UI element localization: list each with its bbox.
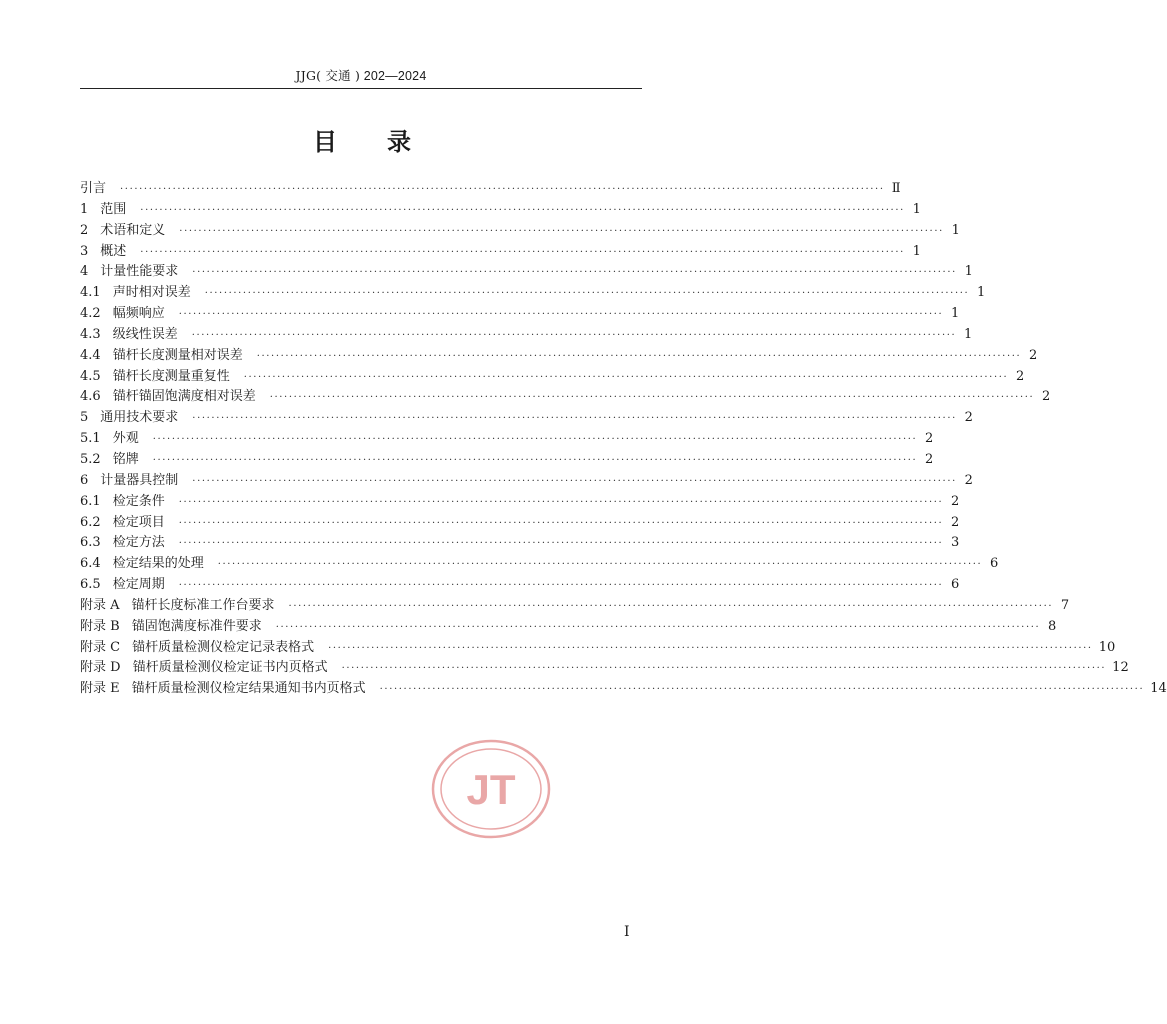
toc-leader-dots: ································································································································································ (140, 204, 905, 216)
toc-leader-dots: ································································································································································ (217, 559, 983, 571)
toc-entry[interactable] (80, 219, 960, 240)
toc-page-number: 1 (977, 285, 986, 301)
toc-entry[interactable] (80, 552, 999, 573)
toc-leader-dots: ································································································································································ (178, 580, 944, 592)
toc-page-number: 3 (951, 535, 960, 551)
toc-entry-title: 计量器具控制 (100, 472, 179, 488)
toc-leader-dots: ································································································································································ (120, 184, 885, 195)
toc-entry[interactable] (80, 260, 973, 281)
toc-entry[interactable] (80, 531, 960, 552)
toc-entry-title: 锚杆质量检测仪检定证书内页格式 (132, 660, 328, 676)
toc-entry-number: 附录 A (80, 597, 120, 613)
toc-entry-title: 幅频响应 (112, 306, 165, 322)
running-header (80, 66, 642, 84)
toc-page-number: 1 (951, 222, 960, 238)
toc-leader-dots: ································································································································································ (152, 454, 918, 466)
toc-entry[interactable] (80, 198, 921, 219)
toc-entry-title: 检定方法 (112, 535, 165, 551)
toc-entry-title: 检定结果的处理 (112, 556, 204, 572)
toc-entry[interactable] (80, 511, 960, 532)
toc-entry-title: 锚固饱满度标准件要求 (131, 618, 262, 634)
toc-entry-title: 锚杆质量检测仪检定记录表格式 (132, 639, 315, 655)
toc-leader-dots: ································································································································································ (269, 392, 1035, 404)
toc-entry-number: 6.5 (80, 577, 101, 593)
toc-leader-dots: ································································································································································ (256, 350, 1022, 362)
svg-text:JT: JT (466, 766, 516, 813)
standard-code-issuer: ( 交通 ) (316, 68, 361, 83)
toc-entry[interactable] (80, 656, 1129, 677)
toc-page-number: 7 (1060, 597, 1070, 613)
toc-entry[interactable] (80, 677, 1167, 698)
toc-entry-number: 4.5 (80, 368, 101, 384)
jt-seal-watermark (430, 738, 552, 840)
toc-entry-number: 4.4 (80, 347, 101, 363)
toc-page-number: 1 (951, 306, 960, 322)
toc-leader-dots: ································································································································································ (192, 413, 957, 425)
page-number: I (624, 924, 630, 940)
toc-entry-title: 铭牌 (112, 451, 139, 467)
toc-entry-title: 锚杆长度测量重复性 (112, 368, 230, 384)
toc-page-number: 10 (1098, 639, 1116, 655)
toc-page-number: 2 (964, 410, 973, 426)
toc-entry-number: 2 (80, 222, 89, 238)
toc-leader-dots: ································································································································································ (328, 642, 1093, 654)
toc-leader-dots: ································································································································································ (243, 371, 1009, 383)
toc-entry-title: 声时相对误差 (112, 285, 191, 301)
table-of-contents (80, 177, 1167, 698)
toc-page-number: 6 (990, 556, 999, 572)
toc-entry[interactable] (80, 469, 973, 490)
toc-entry[interactable] (80, 636, 1116, 657)
toc-entry-number: 1 (80, 201, 89, 217)
toc-entry-number: 5.1 (80, 431, 101, 447)
toc-entry-title: 锚杆质量检测仪检定结果通知书内页格式 (131, 681, 366, 697)
toc-entry[interactable] (80, 302, 960, 323)
toc-page-number: 1 (964, 326, 973, 342)
toc-entry-number: 附录 B (80, 618, 120, 634)
toc-leader-dots: ································································································································································ (192, 267, 957, 279)
toc-entry[interactable] (80, 365, 1025, 386)
toc-page-number: 12 (1112, 660, 1129, 676)
toc-leader-dots: ································································································································································ (178, 517, 944, 529)
toc-entry-number: 4.1 (80, 285, 101, 301)
standard-code-number: 202—2024 (360, 69, 427, 83)
toc-leader-dots: ································································································································································ (178, 538, 944, 550)
toc-entry-number: 4.6 (80, 389, 101, 405)
toc-leader-dots: ································································································································································ (192, 475, 957, 487)
toc-entry[interactable] (80, 281, 986, 302)
toc-leader-dots: ································································································································································ (179, 225, 944, 237)
toc-leader-dots: ································································································································································ (191, 329, 957, 341)
toc-entry-title: 锚杆锚固饱满度相对误差 (112, 389, 256, 405)
toc-entry[interactable] (80, 427, 934, 448)
toc-entry-number: 5 (80, 410, 89, 426)
toc-entry-number: 6 (80, 472, 89, 488)
toc-entry[interactable] (80, 344, 1038, 365)
toc-entry-number: 引言 (80, 181, 107, 196)
toc-entry-title: 检定周期 (112, 577, 165, 593)
toc-entry-title: 通用技术要求 (100, 410, 179, 426)
toc-page-number: 2 (1029, 347, 1038, 363)
toc-entry[interactable] (80, 323, 973, 344)
toc-page-number: 1 (912, 243, 921, 259)
toc-entry-number: 附录 D (80, 660, 121, 676)
toc-entry-number: 6.4 (80, 556, 101, 572)
toc-entry-title: 计量性能要求 (100, 264, 179, 280)
toc-leader-dots: ································································································································································ (152, 434, 918, 446)
toc-page-number: 6 (951, 577, 960, 593)
toc-entry[interactable] (80, 448, 934, 469)
toc-entry[interactable] (80, 594, 1070, 615)
toc-page-number: 2 (925, 451, 934, 467)
toc-page-number: 2 (951, 493, 960, 509)
header-rule (80, 88, 642, 89)
toc-entry-number: 附录 C (80, 639, 121, 655)
toc-page-number: 2 (1042, 389, 1051, 405)
toc-entry-number: 6.3 (80, 535, 101, 551)
toc-entry-title: 级线性误差 (112, 326, 178, 342)
toc-page-number: 2 (925, 431, 934, 447)
toc-page-number: 1 (912, 201, 921, 217)
toc-leader-dots: ································································································································································ (178, 309, 944, 321)
toc-page-number: 2 (964, 472, 973, 488)
toc-entry[interactable] (80, 177, 901, 198)
toc-entry[interactable] (80, 406, 973, 427)
toc-leader-dots: ································································································································································ (204, 288, 970, 300)
toc-page-number: 2 (1016, 368, 1025, 384)
toc-leader-dots: ································································································································································ (288, 600, 1054, 612)
toc-page-number: 14 (1150, 681, 1167, 697)
toc-entry[interactable] (80, 490, 960, 511)
toc-entry[interactable] (80, 240, 921, 261)
standard-code-prefix: JJG (295, 68, 317, 83)
toc-entry-number: 6.1 (80, 493, 101, 509)
toc-entry-title: 检定项目 (112, 514, 165, 530)
toc-entry-number: 附录 E (80, 681, 120, 697)
toc-leader-dots: ································································································································································ (178, 496, 944, 508)
toc-entry-number: 5.2 (80, 451, 101, 467)
toc-page-number: Ⅱ (891, 181, 901, 196)
page-title: 目录 (313, 128, 461, 156)
toc-entry-title: 检定条件 (112, 493, 165, 509)
toc-entry[interactable] (80, 615, 1057, 636)
toc-page-number: 1 (964, 264, 973, 280)
toc-leader-dots: ································································································································································ (275, 621, 1041, 633)
toc-leader-dots: ································································································································································ (379, 684, 1145, 696)
toc-entry-title: 外观 (112, 431, 139, 447)
toc-entry-number: 6.2 (80, 514, 101, 530)
toc-entry-number: 4.2 (80, 306, 101, 322)
toc-entry-number: 4 (80, 264, 89, 280)
toc-entry-number: 3 (80, 243, 89, 259)
toc-entry[interactable] (80, 385, 1051, 406)
toc-entry-number: 4.3 (80, 326, 101, 342)
toc-page-number: 2 (951, 514, 960, 530)
toc-entry-title: 概述 (100, 243, 127, 259)
toc-entry-title: 术语和定义 (100, 222, 166, 238)
toc-page-number: 8 (1048, 618, 1057, 634)
toc-entry[interactable] (80, 573, 960, 594)
toc-entry-title: 锚杆长度标准工作台要求 (131, 597, 275, 613)
toc-entry-title: 范围 (100, 201, 127, 217)
toc-entry-title: 锚杆长度测量相对误差 (112, 347, 243, 363)
toc-leader-dots: ································································································································································ (341, 663, 1107, 675)
toc-leader-dots: ································································································································································ (140, 246, 905, 258)
